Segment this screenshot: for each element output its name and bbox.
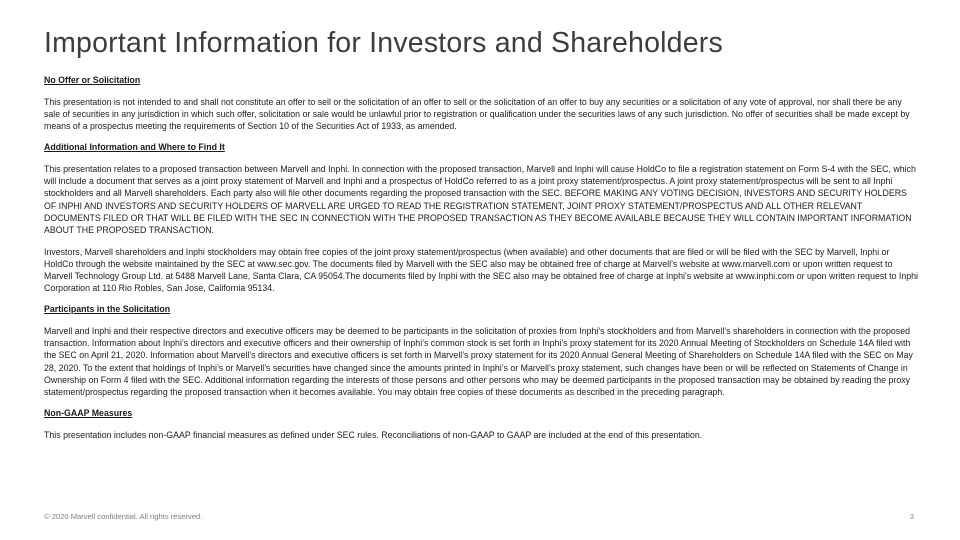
paragraph-no-offer: This presentation is not intended to and shall not constitute an offer to sell or the solicitation of an offer to sell or the solicitation of an offer to buy any securities or a solicitation of any vote of approval, nor shall there be any sale of securities in any jurisdiction in which such offer, solicitation or sale would be unlawful prior to registration or qualification under the securities laws of any such jurisdiction. No offer of securities shall be made except by means of a prospectus meeting the requirements of Section 10 of the Securities Act of 1933, as amended. [44,97,910,132]
paragraph-participants: Marvell and Inphi and their respective directors and executive officers may be deemed to be participants in the solicitation of proxies from Inphi’s stockholders and from Marvell’s shareholders in connection with the proposed transaction. Information about Inphi’s directors and executive officers and their ownership of Inphi’s common stock is set forth in Inphi’s proxy statement for its 2020 Annual Meeting of Stockholders on Schedule 14A filed with the SEC on April 21, 2020. Information about Marvell’s directors and executive officers is set forth in Marvell’s proxy statement for its 2020 Annual General Meeting of Shareholders on Schedule 14A filed with the SEC on May 28, 2020. To the extent that holdings of Inphi’s or Marvell’s securities have changed since the amounts printed in Inphi’s or Marvell’s proxy statement, such changes have been or will be reflected on Statements of Change in Ownership on Form 4 filed with the SEC. Additional information regarding the interests of those persons and other persons who may be deemed participants in the proposed transaction may be obtained by reading the proxy statement/prospectus regarding the proposed transaction when it becomes available. You may obtain free copies of these documents as described in the preceding paragraph. [44,326,913,397]
paragraph-registration-statement: This presentation relates to a proposed transaction between Marvell and Inphi. In connection with the proposed transaction, Marvell and Inphi will cause HoldCo to file a registration statement on Form S-4 with the SEC, which will include a document that serves as a joint proxy statement of Marvell and Inphi and a prospectus of HoldCo referred to as a joint proxy statement/prospectus. A joint proxy statement/prospectus will be sent to all Inphi stockholders and all Marvell shareholders. Each party also will file other documents regarding the proposed transaction with the SEC. BEFORE MAKING ANY VOTING DECISION, INVESTORS AND SECURITY HOLDERS OF INPHI AND INVESTORS AND SECURITY HOLDERS OF MARVELL ARE URGED TO READ THE REGISTRATION STATEMENT, JOINT PROXY STATEMENT/PROSPECTUS AND ALL OTHER RELEVANT DOCUMENTS FILED OR THAT WILL BE FILED WITH THE SEC IN CONNECTION WITH THE PROPOSED TRANSACTION AS THEY BECOME AVAILABLE BECAUSE THEY WILL CONTAIN IMPORTANT INFORMATION ABOUT THE PROPOSED TRANSACTION. [44,164,916,235]
section-participants-in-solicitation [44,304,918,398]
slide-footer [44,512,914,521]
section-non-gaap-measures [44,408,918,441]
section-no-offer-or-solicitation [44,75,918,132]
section-additional-information [44,142,918,294]
page-title: Important Information for Investors and Shareholders [44,27,723,59]
section-heading-participants-in-solicitation: Participants in the Solicitation [44,304,171,315]
paragraph-non-gaap: This presentation includes non-GAAP financial measures as defined under SEC rules. Reconciliations of non-GAAP to GAAP are included at the end of this presentation. [44,429,703,440]
footer-copyright: © 2020 Marvell confidential. All rights reserved. [44,512,203,521]
page-number: 3 [909,512,914,521]
slide-content [44,27,918,451]
section-heading-non-gaap-measures: Non-GAAP Measures [44,407,133,418]
paragraph-free-copies: Investors, Marvell shareholders and Inphi stockholders may obtain free copies of the joint proxy statement/prospectus (when available) and other documents that are filed or will be filed with the SEC by Marvell, Inphi or HoldCo through the website maintained by the SEC at www.sec.gov. The documents filed by Marvell with the SEC also may be obtained free of charge at Marvell’s website at www.marvell.com or upon written request to Marvell Technology Group Ltd. at 5488 Marvell Lane, Santa Clara, CA 95054.The documents filed by Inphi with the SEC also may be obtained free of charge at Inphi’s website at www.inphi.com or upon written request to Inphi Corporation at 110 Rio Robles, San Jose, California 95134. [44,246,918,294]
section-heading-no-offer-or-solicitation: No Offer or Solicitation [44,75,141,85]
section-heading-additional-information: Additional Information and Where to Find It [44,142,225,153]
